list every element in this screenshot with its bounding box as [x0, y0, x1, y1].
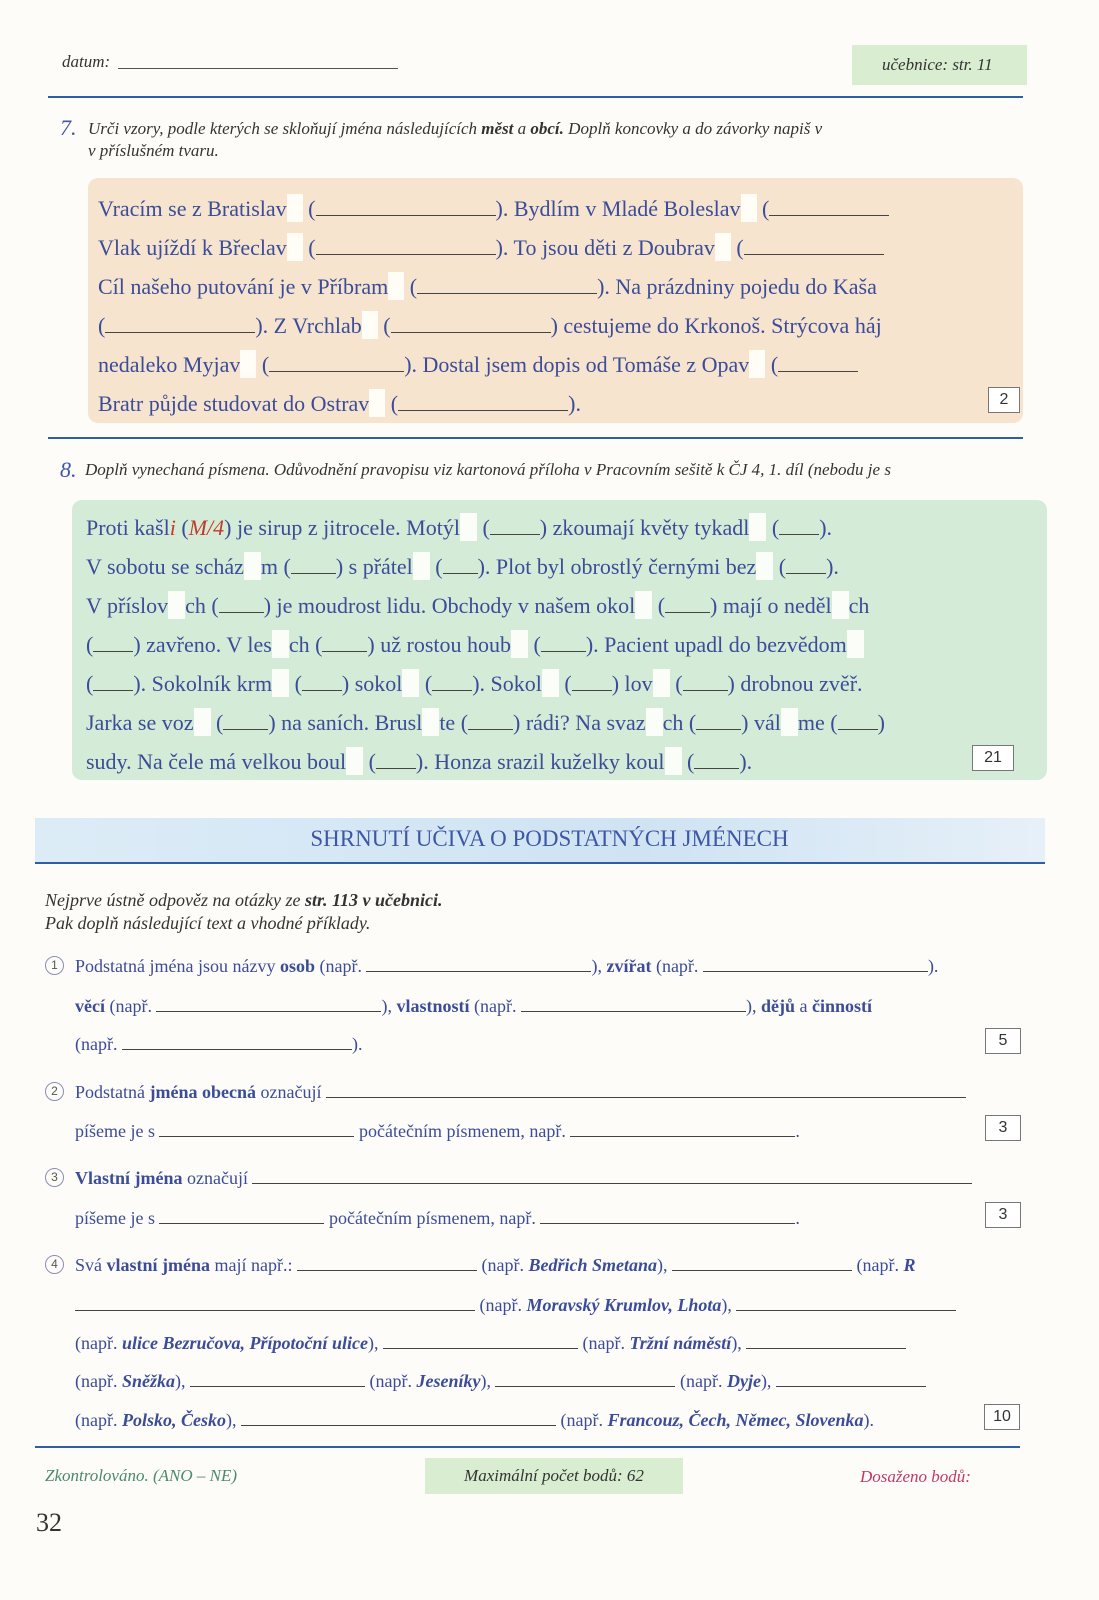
letter-blank[interactable] [847, 630, 864, 658]
answer-blank[interactable] [326, 1079, 966, 1098]
textbook-reference: učebnice: str. 11 [852, 45, 1027, 85]
q4-line-3: (např. ulice Bezručova, Přípotoční ulice), (např. Tržní náměstí), [75, 1330, 906, 1354]
reason-blank[interactable] [490, 512, 540, 535]
letter-blank[interactable] [832, 591, 849, 619]
ex8-line-4: ( ) zavřeno. V les ch ( ) už rostou houb ( ). Pacient upadl do bezvědom [86, 629, 864, 658]
q3-line-1: Vlastní jména označují [75, 1165, 972, 1189]
reason-blank[interactable] [541, 629, 586, 652]
ending-blank[interactable] [749, 350, 765, 378]
reason-blank[interactable] [93, 668, 133, 691]
question-1-number: 1 [45, 956, 64, 975]
ex7-line-1: Vracím se z Bratislav ( ). Bydlím v Mladé Boleslav ( [98, 193, 889, 222]
form-blank[interactable] [778, 349, 858, 372]
answer-blank[interactable] [156, 993, 381, 1012]
ex8-line-5: ( ). Sokolník krm ( ) sokol ( ). Sokol ( ) lov ( ) drobnou zvěř. [86, 668, 863, 697]
question-2-number: 2 [45, 1082, 64, 1101]
answer-blank[interactable] [495, 1368, 675, 1387]
answer-blank[interactable] [703, 953, 928, 972]
checked-label: Zkontrolováno. (ANO – NE) [45, 1466, 238, 1485]
answer-blank[interactable] [75, 1292, 475, 1311]
footer-divider [35, 1446, 1020, 1448]
reason-blank[interactable] [694, 746, 739, 769]
reason-blank[interactable] [93, 629, 133, 652]
reason-blank[interactable] [432, 668, 472, 691]
reason-blank[interactable] [779, 512, 819, 535]
summary-intro-1: Nejprve ústně odpověz na otázky ze str. 113 v učebnici. [45, 890, 443, 910]
letter-blank[interactable] [272, 669, 289, 697]
q2-score-box: 3 [985, 1115, 1021, 1141]
question-4-number: 4 [45, 1255, 64, 1274]
header-divider [48, 96, 1023, 98]
answer-blank[interactable] [159, 1205, 324, 1224]
reason-blank[interactable] [696, 707, 741, 730]
form-blank[interactable] [269, 349, 404, 372]
form-blank[interactable] [316, 193, 496, 216]
ending-blank[interactable] [240, 350, 256, 378]
reason-blank[interactable] [443, 551, 478, 574]
ex7-line-2: Vlak ujíždí k Břeclav ( ). To jsou děti z Doubrav ( [98, 232, 884, 261]
q1-score-box: 5 [985, 1028, 1021, 1054]
page-number: 32 [36, 1508, 62, 1537]
answer-blank[interactable] [190, 1368, 365, 1387]
answer-blank[interactable] [672, 1252, 852, 1271]
answer-blank[interactable] [159, 1118, 354, 1137]
reason-blank[interactable] [291, 551, 336, 574]
letter-blank[interactable] [272, 630, 289, 658]
answer-blank[interactable] [570, 1118, 795, 1137]
q1-line-1: Podstatná jména jsou názvy osob (např. ), zvířat (např. ). [75, 953, 938, 977]
achieved-points-label: Dosaženo bodů: [860, 1467, 971, 1486]
letter-blank[interactable] [781, 708, 798, 736]
letter-blank[interactable] [542, 669, 559, 697]
exercise-8-instruction: Doplň vynechaná písmena. Odůvodnění pravopisu viz kartonová příloha v Pracovním sešitě k ČJ 4, 1. díl (nebodu je s [85, 460, 891, 479]
reason-blank[interactable] [838, 707, 878, 730]
summary-intro-2: Pak doplň následující text a vhodné příklady. [45, 913, 371, 933]
letter-blank[interactable] [168, 591, 185, 619]
ending-blank[interactable] [715, 233, 731, 261]
q4-line-4: (např. Sněžka), (např. Jeseníky), (např. Dyje), [75, 1368, 926, 1392]
ex7-line-5: nedaleko Myjav ( ). Dostal jsem dopis od Tomáše z Opav ( [98, 349, 858, 378]
ending-blank[interactable] [388, 272, 404, 300]
reason-blank[interactable] [302, 668, 342, 691]
letter-blank[interactable] [665, 747, 682, 775]
summary-divider [35, 862, 1045, 864]
answer-blank[interactable] [252, 1165, 972, 1184]
reason-blank[interactable] [665, 590, 710, 613]
reason-blank[interactable] [572, 668, 612, 691]
reason-blank[interactable] [322, 629, 367, 652]
q4-line-5: (např. Polsko, Česko), (např. Francouz, Čech, Němec, Slovenka). [75, 1407, 874, 1431]
ex8-score-box: 21 [972, 745, 1014, 771]
letter-blank[interactable] [346, 747, 363, 775]
ex7-divider [48, 437, 1023, 439]
letter-blank[interactable] [460, 513, 477, 541]
letter-blank[interactable] [635, 591, 652, 619]
q3-score-box: 3 [985, 1202, 1021, 1228]
form-blank[interactable] [391, 310, 551, 333]
letter-blank[interactable] [511, 630, 528, 658]
answer-blank[interactable] [383, 1330, 578, 1349]
ex8-line-1: Proti kašli (M/4) je sirup z jitrocele. Motýl ( ) zkoumají květy tykadl ( ). [86, 512, 832, 541]
q1-line-2: věcí (např. ), vlastností (např. ), dějů a činností [75, 993, 872, 1017]
form-blank[interactable] [744, 232, 884, 255]
q4-score-box: 10 [984, 1404, 1020, 1430]
date-label: datum: [62, 52, 111, 71]
letter-blank[interactable] [244, 552, 261, 580]
letter-blank[interactable] [653, 669, 670, 697]
answer-blank[interactable] [241, 1407, 556, 1426]
ending-blank[interactable] [741, 194, 757, 222]
ex8-line-3: V příslov ch ( ) je moudrost lidu. Obchody v našem okol ( ) mají o neděl ch [86, 590, 869, 619]
letter-blank[interactable] [646, 708, 663, 736]
answer-blank[interactable] [540, 1205, 795, 1224]
reason-blank[interactable] [683, 668, 728, 691]
letter-blank[interactable] [194, 708, 211, 736]
letter-blank[interactable] [749, 513, 766, 541]
ending-blank[interactable] [362, 311, 378, 339]
q4-line-1: Svá vlastní jména mají např.: (např. Bedřich Smetana), (např. R [75, 1252, 915, 1276]
letter-blank[interactable] [756, 552, 773, 580]
ex8-line-2: V sobotu se scház m ( ) s přátel ( ). Plot byl obrostlý černými bez ( ). [86, 551, 839, 580]
form-blank[interactable] [769, 193, 889, 216]
answer-blank[interactable] [746, 1330, 906, 1349]
date-field[interactable] [118, 68, 398, 69]
reason-blank[interactable] [376, 746, 416, 769]
form-blank[interactable] [316, 232, 496, 255]
ending-blank[interactable] [287, 194, 303, 222]
q4-line-2: (např. Moravský Krumlov, Lhota), [75, 1292, 956, 1316]
ex7-line-3: Cíl našeho putování je v Příbram ( ). Na prázdniny pojedu do Kaša [98, 271, 877, 300]
reason-blank[interactable] [468, 707, 513, 730]
form-blank[interactable] [398, 388, 568, 411]
answer-blank[interactable] [736, 1292, 956, 1311]
answer-blank[interactable] [521, 993, 746, 1012]
ending-blank[interactable] [287, 233, 303, 261]
exercise-7-number: 7. [60, 115, 77, 140]
answer-blank[interactable] [122, 1031, 352, 1050]
reason-blank[interactable] [219, 590, 264, 613]
letter-blank[interactable] [402, 669, 419, 697]
q2-line-2: píšeme je s počátečním písmenem, např. . [75, 1118, 800, 1142]
max-points-label: Maximální počet bodů: 62 [425, 1458, 683, 1494]
answer-blank[interactable] [366, 953, 591, 972]
ex7-score-box: 2 [988, 387, 1020, 413]
reason-blank[interactable] [223, 707, 268, 730]
ex7-line-4: ( ). Z Vrchlab ( ) cestujeme do Krkonoš. Strýcova háj [98, 310, 882, 339]
ex8-line-6: Jarka se voz ( ) na saních. Brusl te ( ) rádi? Na svaz ch ( ) vál me ( ) [86, 707, 885, 736]
reason-blank[interactable] [786, 551, 826, 574]
summary-title: SHRNUTÍ UČIVA O PODSTATNÝCH JMÉNECH [310, 826, 789, 851]
exercise-7-instruction: Urči vzory, podle kterých se skloňují jména následujících měst a obcí. Doplň koncovky a do závorky napiš v v příslušném tvaru. [88, 119, 823, 160]
letter-blank[interactable] [422, 708, 439, 736]
answer-blank[interactable] [776, 1368, 926, 1387]
letter-blank[interactable] [413, 552, 430, 580]
ex8-line-7: sudy. Na čele má velkou boul ( ). Honza srazil kuželky koul ( ). [86, 746, 752, 775]
q2-line-1: Podstatná jména obecná označují [75, 1079, 966, 1103]
answer-blank[interactable] [297, 1252, 477, 1271]
ex7-line-6: Bratr půjde studovat do Ostrav ( ). [98, 388, 581, 417]
form-blank[interactable] [417, 271, 597, 294]
form-blank[interactable] [105, 310, 255, 333]
q1-line-3: (např. ). [75, 1031, 362, 1055]
ending-blank[interactable] [369, 389, 385, 417]
question-3-number: 3 [45, 1168, 64, 1187]
q3-line-2: píšeme je s počátečním písmenem, např. . [75, 1205, 800, 1229]
exercise-8-number: 8. [60, 457, 77, 482]
